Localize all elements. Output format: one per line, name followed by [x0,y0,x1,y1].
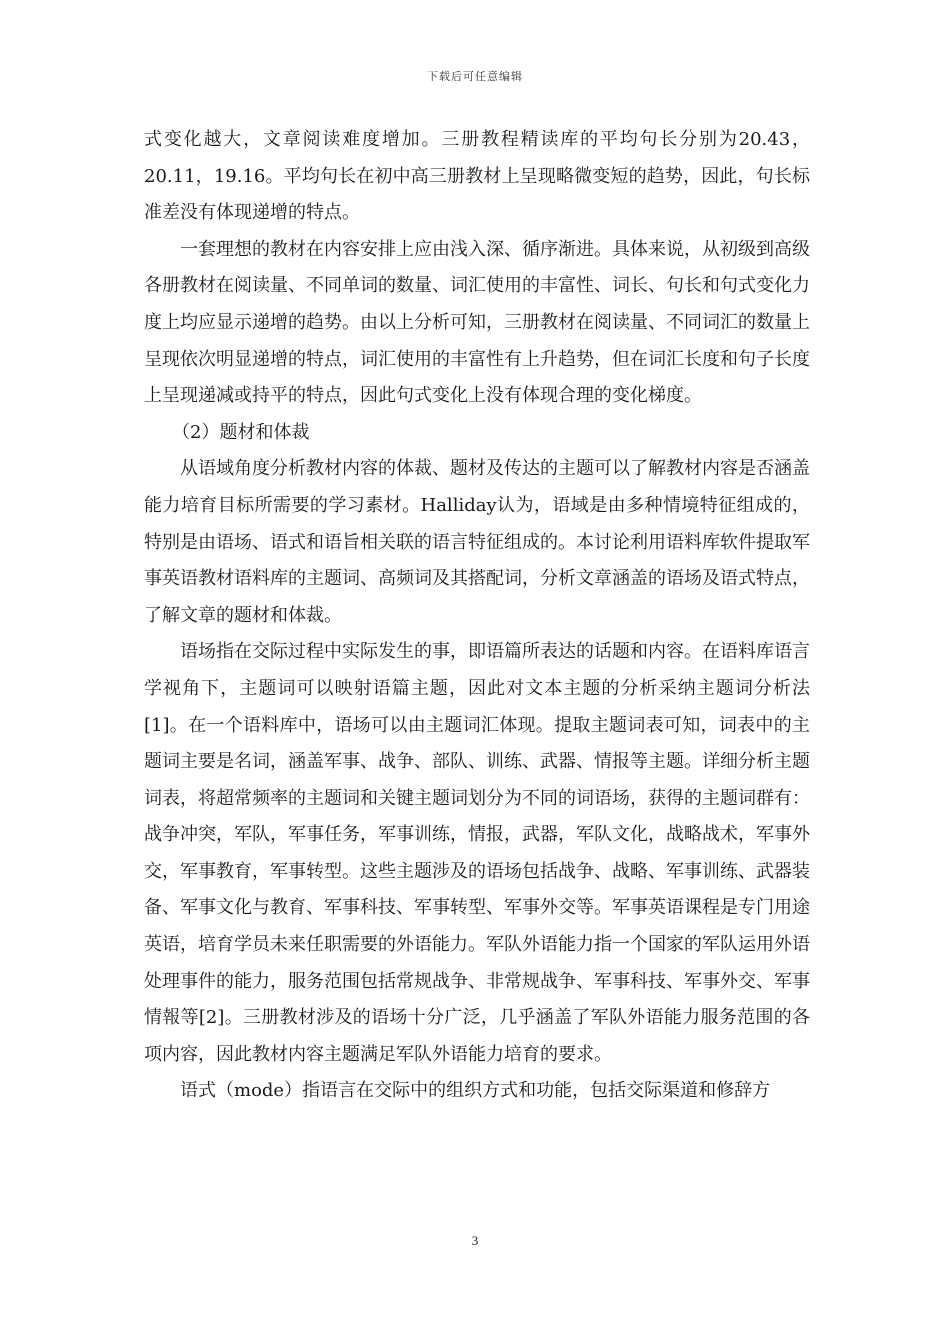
paragraph-5: 语式（mode）指语言在交际中的组织方式和功能，包括交际渠道和修辞方 [180,1080,771,1102]
section-heading: （2）题材和体裁 [172,421,310,443]
paragraph-3: 从语域角度分析教材内容的体裁、题材及传达的主题可以了解教材内容是否涵盖能力培育目标所需要的学习素材。Halliday认为，语域是由多种情境特征组成的，特别是由语场、语式和语旨相关联的语言特征组成的。本讨论利用语料库软件提取军事英语教材语料库的主题词、高频词及其搭配词，分析文章涵盖的语场及语式特点，了解文章的题材和体裁。 [144,458,810,626]
page-number: 3 [471,1233,479,1248]
page-header: 下载后可任意编辑 [427,70,523,83]
document-body [144,122,810,1110]
paragraph-4: 语场指在交际过程中实际发生的事，即语篇所表达的话题和内容。在语料库语言学视角下，主题词可以映射语篇主题，因此对文本主题的分析采纳主题词分析法[1]。在一个语料库中，语场可以由主题词汇体现。提取主题词表可知，词表中的主题词主要是名词，涵盖军事、战争、部队、训练、武器、情报等主题。详细分析主题词表，将超常频率的主题词和关键主题词划分为不同的词语场，获得的主题词群有：战争冲突，军队，军事任务，军事训练，情报，武器，军队文化，战略战术，军事外交，军事教育，军事转型。这些主题涉及的语场包括战争、战略、军事训练、武器装备、军事文化与教育、军事科技、军事转型、军事外交等。军事英语课程是专门用途英语，培育学员未来任职需要的外语能力。军队外语能力指一个国家的军队运用外语处理事件的能力，服务范围包括常规战争、非常规战争、军事科技、军事外交、军事情報等[2]。三册教材涉及的语场十分广泛，几乎涵盖了军队外语能力服务范围的各项内容，因此教材内容主题满足军队外语能力培育的要求。 [144,641,810,1065]
paragraph-1: 式变化越大，文章阅读难度增加。三册教程精读库的平均句长分别为20.43，20.11，19.16。平均句长在初中高三册教材上呈现略微变短的趋势，因此，句长标准差没有体现递增的特点。 [144,129,810,224]
paragraph-2: 一套理想的教材在内容安排上应由浅入深、循序渐进。具体来说，从初级到高级各册教材在阅读量、不同单词的数量、词汇使用的丰富性、词长、句长和句式变化力度上均应显示递增的趋势。由以上分析可知，三册教材在阅读量、不同词汇的数量上呈现依次明显递增的特点，词汇使用的丰富性有上升趋势，但在词汇长度和句子长度上呈现递减或持平的特点，因此句式变化上没有体现合理的变化梯度。 [144,238,810,407]
